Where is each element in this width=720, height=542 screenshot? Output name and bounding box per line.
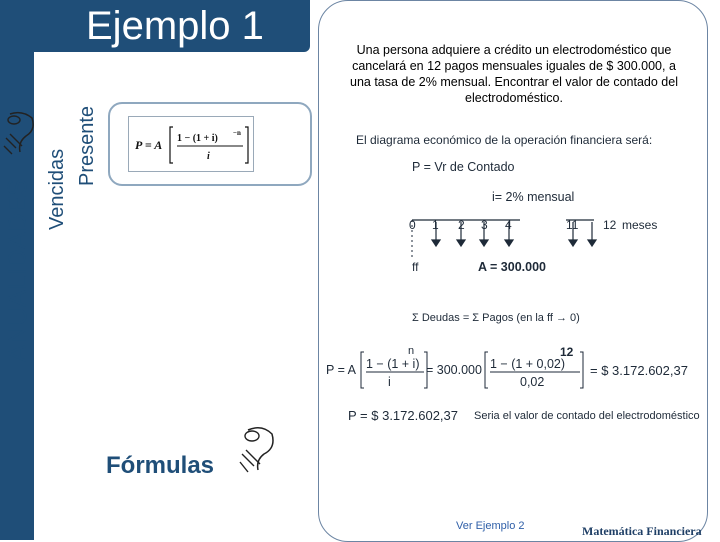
svg-text:P = A: P = A bbox=[326, 363, 357, 377]
tick-label: 12 bbox=[603, 218, 617, 232]
next-example-link[interactable]: Ver Ejemplo 2 bbox=[456, 520, 525, 532]
scroll-doodle-icon bbox=[236, 424, 280, 476]
section-label-anualidades: ANUALIDADES bbox=[2, 178, 32, 362]
result-value: P = $ 3.172.602,37 bbox=[348, 408, 458, 423]
svg-text:n: n bbox=[408, 346, 415, 357]
time-unit-label: meses bbox=[622, 218, 658, 232]
page-title: Ejemplo 1 bbox=[86, 4, 264, 48]
subsection-label-presente: Presente bbox=[76, 105, 98, 186]
tick-label: 1 bbox=[432, 218, 439, 232]
balance-equation: Σ Deudas = Σ Pagos (en la ff → 0) bbox=[412, 312, 580, 324]
svg-text:1 − (1 + i): 1 − (1 + i) bbox=[366, 357, 420, 371]
svg-text:= 300.000: = 300.000 bbox=[426, 363, 482, 377]
result-note: Seria el valor de contado del electrodoméstico bbox=[474, 410, 700, 422]
scroll-doodle-icon bbox=[2, 108, 40, 160]
formulas-link[interactable]: Fórmulas bbox=[106, 452, 215, 479]
course-brand: Matemática Financiera bbox=[582, 524, 702, 538]
tick-label: 0 bbox=[409, 218, 416, 232]
payment-label: A = 300.000 bbox=[478, 260, 546, 274]
focal-date-label: ff bbox=[412, 260, 419, 274]
tick-label: 4 bbox=[505, 218, 512, 232]
present-value-label: P = Vr de Contado bbox=[412, 160, 515, 174]
interest-rate-label: i= 2% mensual bbox=[492, 190, 575, 204]
svg-text:−n: −n bbox=[233, 129, 241, 137]
calculation-equation bbox=[324, 346, 590, 394]
svg-text:0,02: 0,02 bbox=[520, 375, 545, 389]
tick-label: 2 bbox=[458, 218, 465, 232]
formula-image bbox=[128, 116, 254, 172]
svg-text:1 − (1 + i): 1 − (1 + i) bbox=[177, 133, 218, 144]
svg-text:1 − (1 + 0,02): 1 − (1 + 0,02) bbox=[490, 357, 566, 371]
subsection-label-vencidas: Vencidas bbox=[46, 148, 68, 230]
calculated-value: = $ 3.172.602,37 bbox=[590, 363, 688, 378]
problem-statement: Una persona adquiere a crédito un electrodoméstico que cancelará en 12 pagos mensuales iguales de $ 300.000, a una tasa de 2% mensual. Encontrar el valor de contado del electrodoméstico. bbox=[350, 43, 678, 105]
svg-text:P = A: P = A bbox=[135, 138, 163, 152]
svg-text:12: 12 bbox=[560, 346, 574, 359]
diagram-heading: El diagrama económico de la operación financiera será: bbox=[356, 133, 653, 147]
tick-label: 11 bbox=[566, 218, 579, 232]
tick-label: 3 bbox=[481, 218, 488, 232]
svg-text:i: i bbox=[207, 151, 210, 162]
svg-text:i: i bbox=[388, 375, 391, 389]
